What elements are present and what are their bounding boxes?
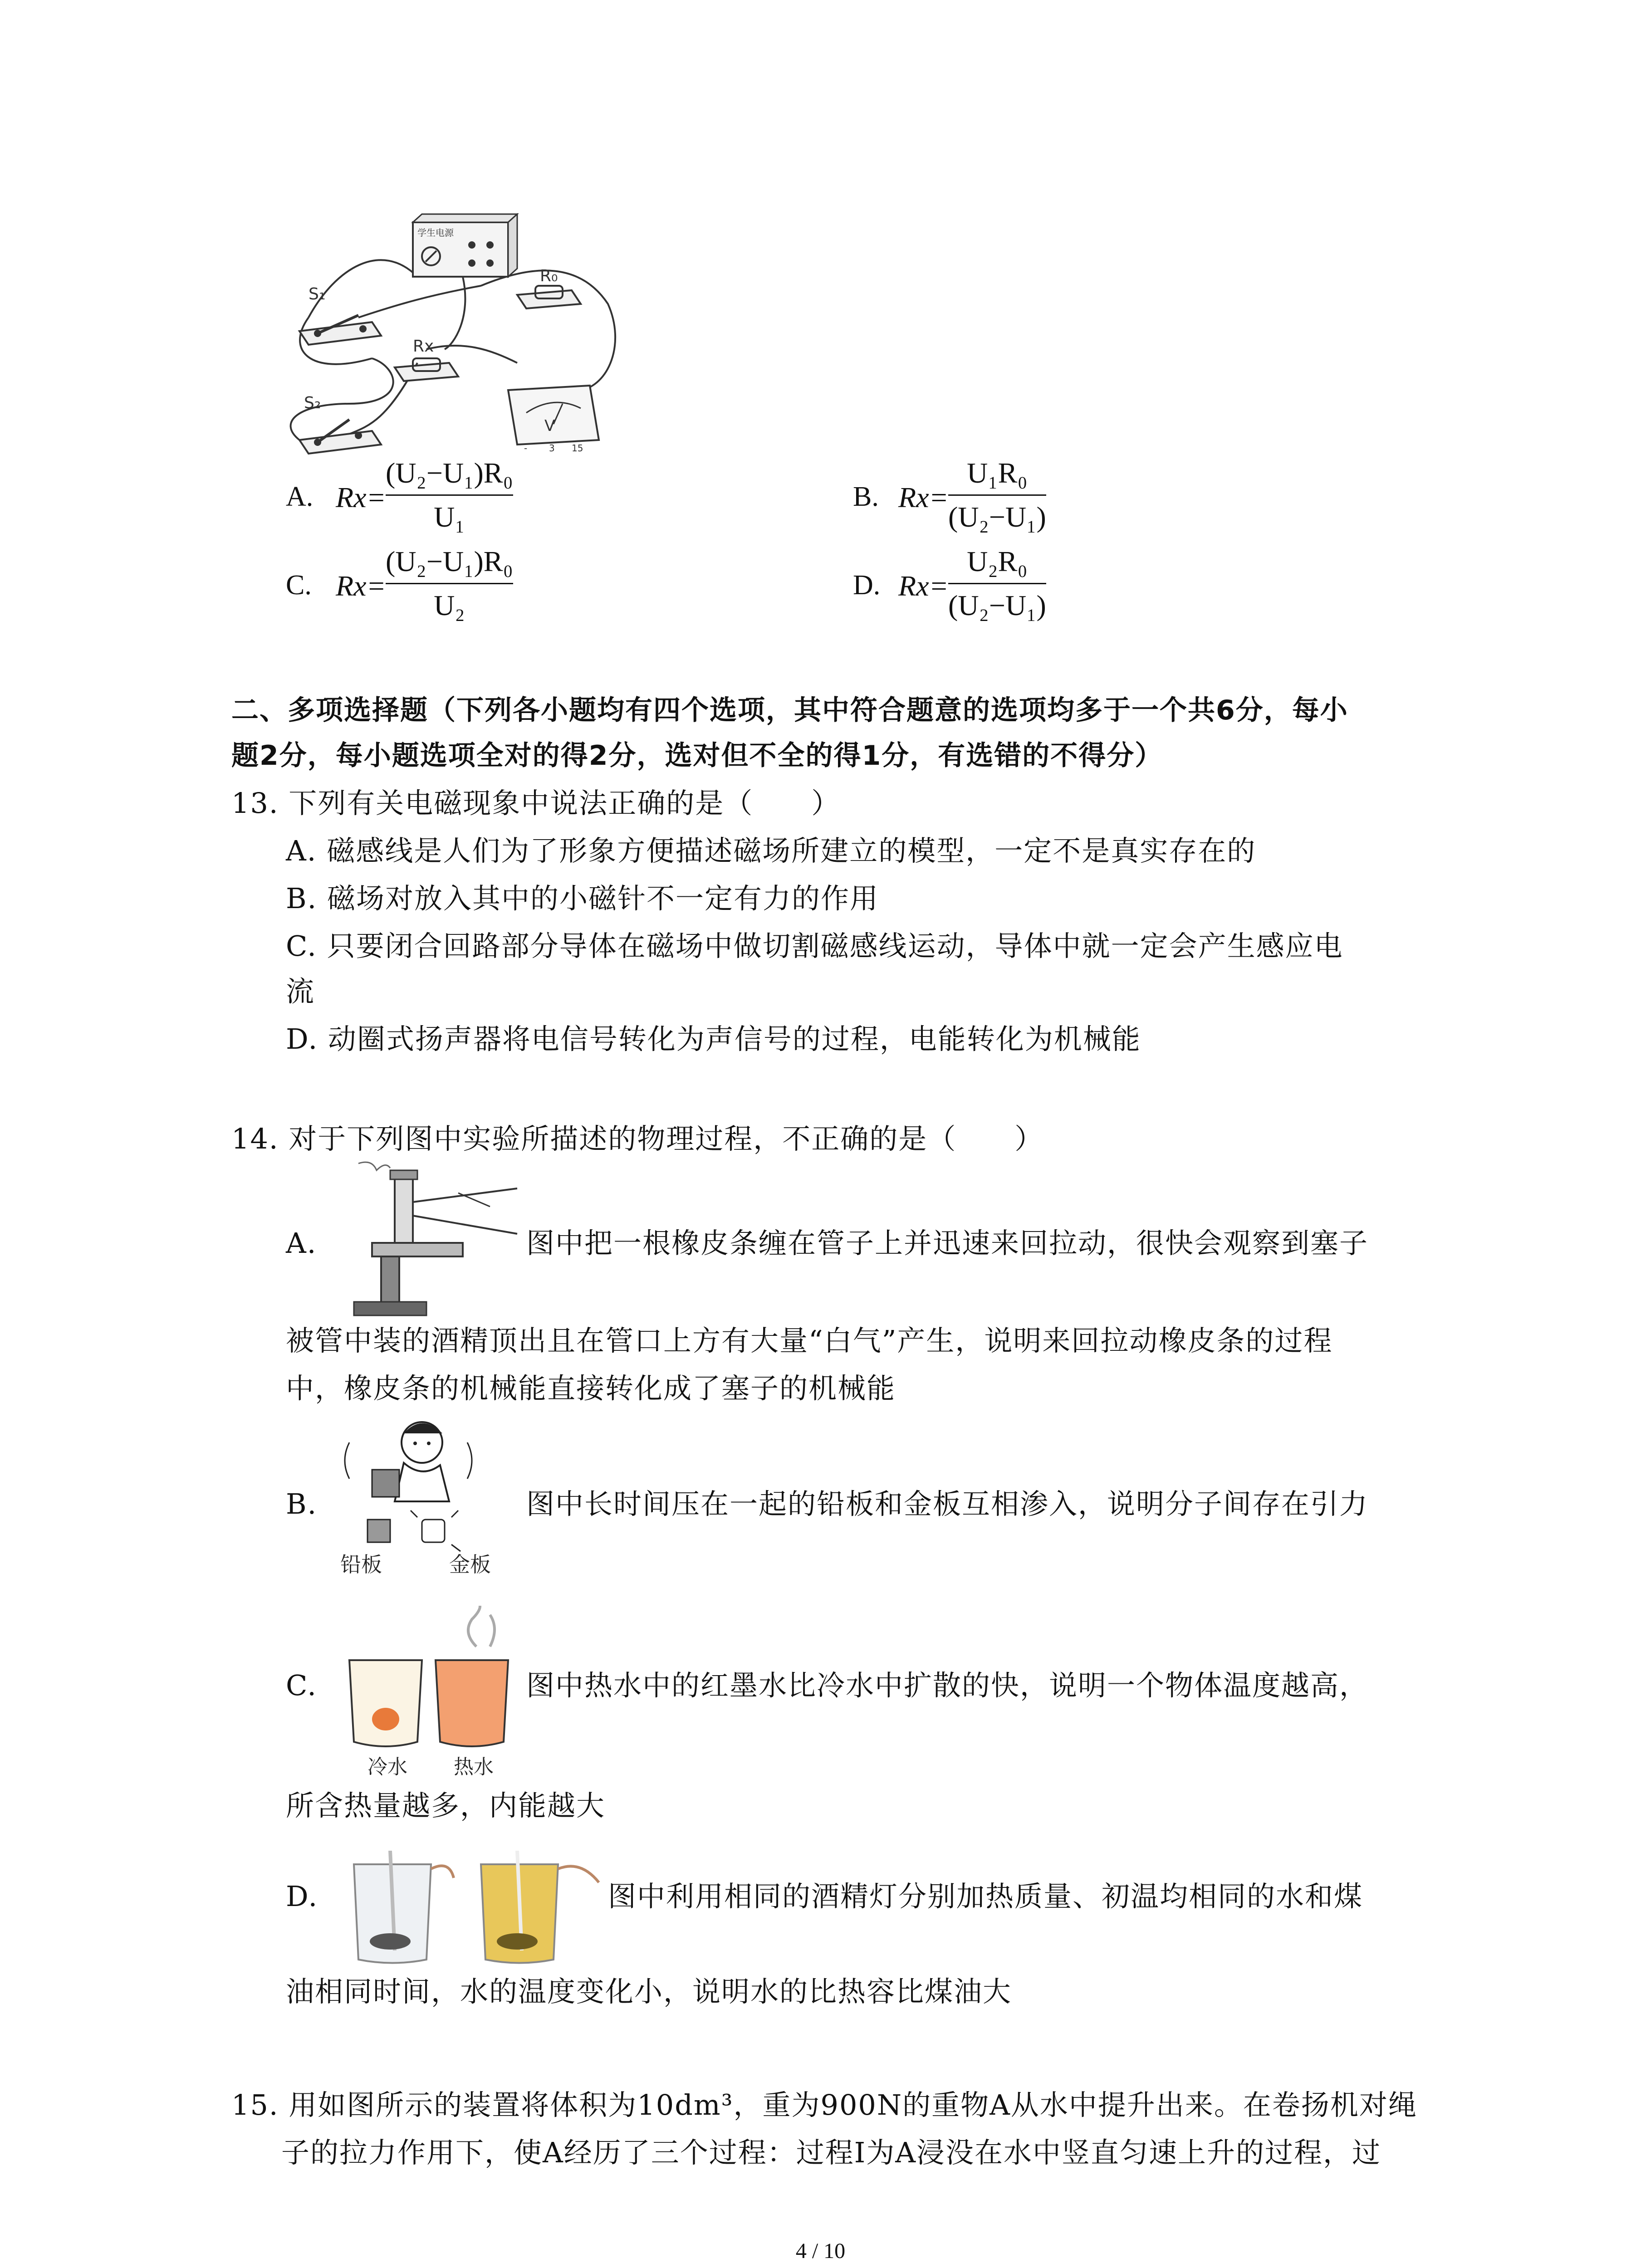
q13-option-d: D. 动圈式扬声器将电信号转化为声信号的过程，电能转化为机械能 xyxy=(286,1022,1141,1056)
fraction-numerator: U₂R₀ xyxy=(967,545,1028,577)
formula-fraction xyxy=(948,542,1046,625)
formula-lhs: Rx= xyxy=(898,481,949,513)
heating-beakers-figure xyxy=(345,1851,608,1969)
formula-lhs: Rx= xyxy=(336,570,386,602)
q15-stem-cont: 子的拉力作用下，使A经历了三个过程：过程I为A浸没在水中竖直匀速上升的过程，过 xyxy=(281,2136,1381,2169)
option-label: C. xyxy=(286,570,312,601)
q14-option-b-text: 图中长时间压在一起的铅板和金板互相渗入，说明分子间存在引力 xyxy=(526,1487,1369,1520)
circuit-figure xyxy=(281,213,626,458)
section-heading-line: 题2分，每小题选项全对的得2分，选对但不全的得1分，有选错的不得分） xyxy=(231,740,1163,772)
fraction-denominator: U₂ xyxy=(434,589,465,621)
q13-option-c-cont: 流 xyxy=(286,975,315,1008)
q14-option-b-label: B. xyxy=(286,1487,318,1520)
q12-option-c xyxy=(286,542,649,633)
q14-option-c-text-cont: 所含热量越多，内能越大 xyxy=(286,1789,606,1822)
lead-gold-figure xyxy=(331,1415,522,1583)
q14-option-d-label: D. xyxy=(286,1880,318,1913)
q13-option-a: A. 磁感线是人们为了形象方便描述磁场所建立的模型，一定不是真实存在的 xyxy=(286,834,1256,867)
page-number: 4 / 10 xyxy=(795,2239,846,2263)
ink-diffusion-figure xyxy=(340,1606,526,1783)
lead-plate-caption: 铅板 xyxy=(340,1552,382,1577)
formula-lhs: Rx= xyxy=(898,570,949,602)
q14-option-c-text: 图中热水中的红墨水比冷水中扩散的快，说明一个物体温度越高， xyxy=(526,1669,1369,1702)
q14-option-a-text-cont: 被管中装的酒精顶出且在管口上方有大量“白气”产生，说明来回拉动橡皮条的过程 xyxy=(286,1324,1333,1357)
fraction-numerator: U₁R₀ xyxy=(967,457,1028,489)
q14-option-a-text-cont: 中，橡皮条的机械能直接转化成了塞子的机械能 xyxy=(286,1372,896,1405)
q14-option-a-label: A. xyxy=(286,1227,317,1260)
rx-label: Rx xyxy=(413,337,434,356)
cold-water-caption: 冷水 xyxy=(367,1755,407,1779)
q13-stem: 13. 下列有关电磁现象中说法正确的是（ ） xyxy=(231,787,841,820)
supply-label: 学生电源 xyxy=(417,227,454,238)
q12-option-a xyxy=(286,454,649,544)
q13-option-c: C. 只要闭合回路部分导体在磁场中做切割磁感线运动，导体中就一定会产生感应电 xyxy=(286,929,1343,963)
option-label: B. xyxy=(853,481,879,512)
gold-plate-caption: 金板 xyxy=(449,1552,491,1577)
fraction-denominator: (U₂−U₁) xyxy=(948,589,1046,621)
option-label: A. xyxy=(286,481,314,512)
q12-option-d xyxy=(853,542,1216,633)
formula-fraction xyxy=(386,542,513,625)
r0-label: R₀ xyxy=(540,267,558,285)
meter-tick: 15 xyxy=(572,443,583,454)
q14-option-d-text-cont: 油相同时间，水的温度变化小，说明水的比热容比煤油大 xyxy=(286,1975,1012,2008)
q14-option-d-text: 图中利用相同的酒精灯分别加热质量、初温均相同的水和煤 xyxy=(608,1880,1363,1913)
q14-option-a-text: 图中把一根橡皮条缠在管子上并迅速来回拉动，很快会观察到塞子 xyxy=(526,1227,1369,1260)
circuit-drawing xyxy=(281,213,626,458)
q14-stem: 14. 对于下列图中实验所描述的物理过程，不正确的是（ ） xyxy=(231,1122,1044,1155)
q12-option-b xyxy=(853,454,1216,544)
formula-fraction xyxy=(948,454,1046,537)
fraction-numerator: (U₂−U₁)R₀ xyxy=(386,545,513,577)
hot-water-caption: 热水 xyxy=(454,1755,494,1779)
s1-label: S₁ xyxy=(309,285,326,303)
fraction-numerator: (U₂−U₁)R₀ xyxy=(386,457,513,489)
q15-stem: 15. 用如图所示的装置将体积为10dm³，重为900N的重物A从水中提升出来。在卷扬机对绳 xyxy=(231,2088,1417,2121)
q13-option-b: B. 磁场对放入其中的小磁针不一定有力的作用 xyxy=(286,882,879,915)
meter-tick: - xyxy=(524,443,528,454)
formula-fraction xyxy=(386,454,513,537)
meter-tick: 3 xyxy=(549,443,555,454)
section-heading-line: 二、多项选择题（下列各小题均有四个选项，其中符合题意的选项均多于一个共6分，每小 xyxy=(231,694,1348,726)
fraction-denominator: U₁ xyxy=(434,501,465,533)
fraction-denominator: (U₂−U₁) xyxy=(948,501,1046,533)
tube-rubber-figure xyxy=(345,1161,526,1320)
meter-label: V xyxy=(544,417,555,435)
q14-option-c-label: C. xyxy=(286,1669,317,1702)
s2-label: S₂ xyxy=(304,394,321,412)
formula-lhs: Rx= xyxy=(336,481,386,513)
option-label: D. xyxy=(853,570,881,601)
